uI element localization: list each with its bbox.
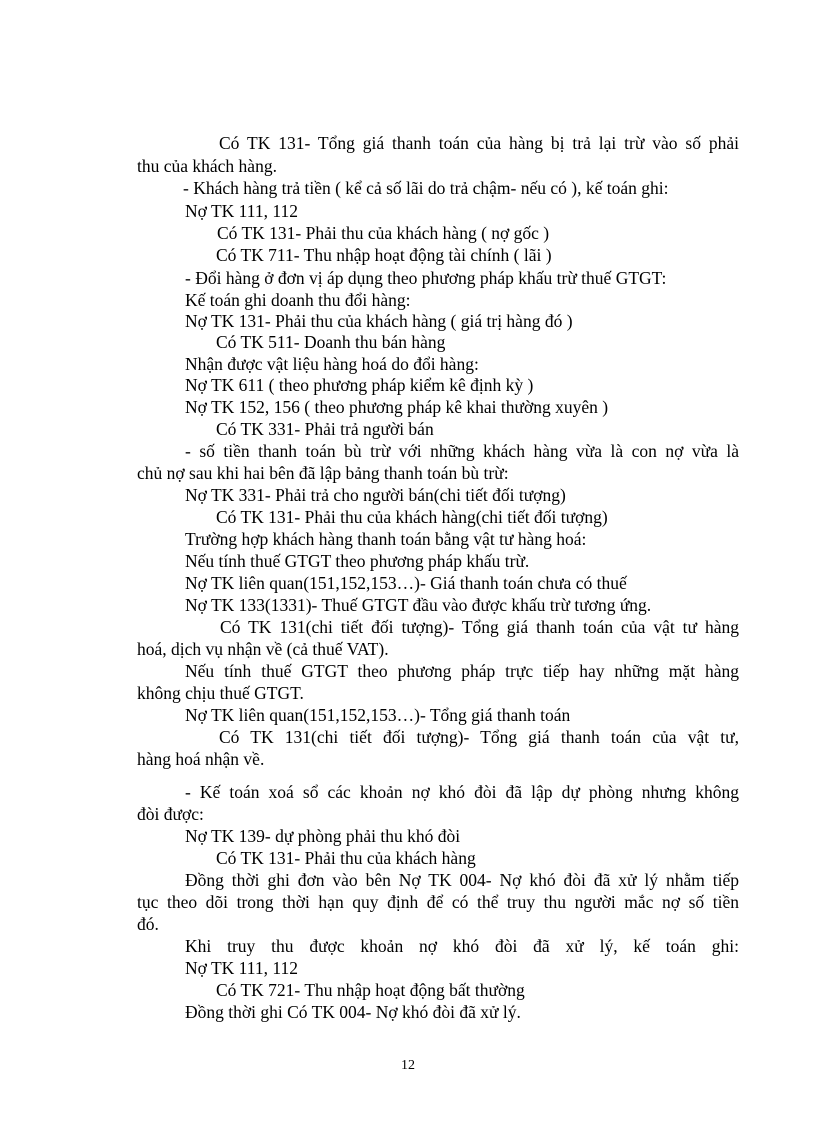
text-line: Nếu tính thuế GTGT theo phương pháp trực tiếp hay những mặt hàng [185,661,739,681]
text-line: Nợ TK liên quan(151,152,153…)- Giá thanh toán chưa có thuế [185,573,627,593]
text-line: - Đổi hàng ở đơn vị áp dụng theo phương pháp khấu trừ thuế GTGT: [185,268,667,288]
text-line: Nợ TK 133(1331)- Thuế GTGT đầu vào được khấu trừ tương ứng. [185,595,652,615]
text-line: chủ nợ sau khi hai bên đã lập bảng thanh toán bù trừ: [137,463,509,483]
text-line: hoá, dịch vụ nhận về (cả thuế VAT). [137,639,389,659]
text-line: Nhận được vật liệu hàng hoá do đổi hàng: [185,354,479,374]
text-line: Trường hợp khách hàng thanh toán bằng vật tư hàng hoá: [185,529,587,549]
text-line: Có TK 711- Thu nhập hoạt động tài chính ( lãi ) [216,245,552,265]
text-line: thu của khách hàng. [137,156,277,176]
text-line: - số tiền thanh toán bù trừ với những khách hàng vừa là con nợ vừa là [185,441,739,461]
text-line: hàng hoá nhận về. [137,749,265,769]
text-line: Khi truy thu được khoản nợ khó đòi đã xử lý, kế toán ghi: [185,936,739,956]
text-line: không chịu thuế GTGT. [137,683,304,703]
text-line: Nợ TK 139- dự phòng phải thu khó đòi [185,826,461,846]
text-line: Nợ TK 331- Phải trả cho người bán(chi tiết đối tượng) [185,485,566,505]
text-line: Có TK 131- Phải thu của khách hàng(chi tiết đối tượng) [216,507,608,527]
text-line: Có TK 131(chi tiết đối tượng)- Tổng giá thanh toán của vật tư hàng [220,617,739,637]
text-line: Kế toán ghi doanh thu đổi hàng: [185,290,411,310]
text-line: Nợ TK 611 ( theo phương pháp kiểm kê định kỳ ) [185,375,534,395]
text-line: đó. [137,914,159,934]
text-line: tục theo dõi trong thời hạn quy định để có thể truy thu người mắc nợ số tiền [137,892,739,912]
text-line: Có TK 131- Phải thu của khách hàng [216,848,476,868]
text-line: Nợ TK 111, 112 [185,201,298,221]
text-line: đòi được: [137,804,204,824]
text-line: - Khách hàng trả tiền ( kể cả số lãi do trả chậm- nếu có ), kế toán ghi: [183,178,669,198]
text-line: Có TK 721- Thu nhập hoạt động bất thường [216,980,525,1000]
text-line: - Kế toán xoá sổ các khoản nợ khó đòi đã lập dự phòng nhưng không [185,782,739,802]
text-line: Đồng thời ghi Có TK 004- Nợ khó đòi đã xử lý. [185,1002,521,1022]
text-line: Có TK 131- Phải thu của khách hàng ( nợ gốc ) [217,223,550,243]
text-line: Có TK 511- Doanh thu bán hàng [216,332,446,352]
text-line: Nợ TK liên quan(151,152,153…)- Tổng giá thanh toán [185,705,571,725]
text-line: Có TK 131- Tổng giá thanh toán của hàng bị trả lại trừ vào số phải [219,133,739,153]
page-number: 12 [401,1058,415,1073]
text-line: Nợ TK 152, 156 ( theo phương pháp kê khai thường xuyên ) [185,397,609,417]
text-line: Đồng thời ghi đơn vào bên Nợ TK 004- Nợ khó đòi đã xử lý nhằm tiếp [185,870,739,890]
text-line: Nợ TK 131- Phải thu của khách hàng ( giá trị hàng đó ) [185,311,573,331]
text-line: Có TK 131(chi tiết đối tượng)- Tổng giá thanh toán của vật tư, [219,727,739,747]
text-line: Có TK 331- Phải trả người bán [216,419,434,439]
text-line: Nợ TK 111, 112 [185,958,298,978]
text-line: Nếu tính thuế GTGT theo phương pháp khấu trừ. [185,551,530,571]
